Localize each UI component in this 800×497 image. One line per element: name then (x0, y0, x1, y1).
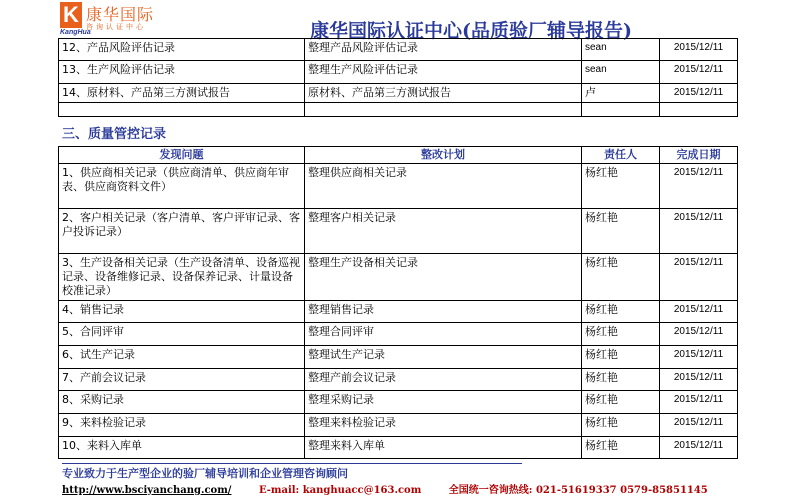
date-cell: 2015/12/11 (660, 164, 738, 209)
plan-cell: 整理产品风险评估记录 (305, 39, 582, 61)
issue-cell: 8、采购记录 (59, 391, 305, 414)
table-row (59, 254, 738, 301)
owner-cell: 杨红艳 (582, 346, 660, 369)
table-row (59, 391, 738, 414)
table-row (59, 164, 738, 209)
issue-cell: 6、试生产记录 (59, 346, 305, 369)
date-cell: 2015/12/11 (660, 61, 738, 84)
owner-cell: sean (582, 39, 660, 61)
header-plan: 整改计划 (305, 147, 582, 164)
plan-cell: 整理试生产记录 (305, 346, 582, 369)
issue-cell: 12、产品风险评估记录 (59, 39, 305, 61)
plan-cell: 整理来料检验记录 (305, 414, 582, 437)
logo-english-name: KangHua (60, 29, 91, 36)
date-cell: 2015/12/11 (660, 209, 738, 254)
date-cell: 2015/12/11 (660, 391, 738, 414)
date-cell: 2015/12/11 (660, 254, 738, 301)
table-row (59, 61, 738, 84)
date-cell: 2015/12/11 (660, 437, 738, 459)
header-issue: 发现问题 (59, 147, 305, 164)
owner-cell: 杨红艳 (582, 323, 660, 346)
owner-cell: 卢 (582, 84, 660, 103)
issue-cell: 10、来料入库单 (59, 437, 305, 459)
logo-k-mark: K (60, 2, 82, 28)
plan-cell: 整理生产设备相关记录 (305, 254, 582, 301)
issue-cell: 5、合同评审 (59, 323, 305, 346)
table-row (59, 301, 738, 323)
table-row (59, 39, 738, 61)
table-row (59, 323, 738, 346)
logo-subtitle: 咨询认证中心 (86, 23, 146, 31)
date-cell: 2015/12/11 (660, 346, 738, 369)
owner-cell: 杨红艳 (582, 301, 660, 323)
plan-cell: 整理供应商相关记录 (305, 164, 582, 209)
issue-cell: 7、产前会议记录 (59, 369, 305, 391)
footer-divider (62, 463, 522, 464)
footer-email: E-mail: kanghuacc@163.com (258, 485, 422, 496)
quality-records-table (58, 146, 738, 459)
plan-cell: 整理合同评审 (305, 323, 582, 346)
date-cell: 2015/12/11 (660, 84, 738, 103)
header-date: 完成日期 (660, 147, 738, 164)
header-owner: 责任人 (582, 147, 660, 164)
issue-cell: 2、客户相关记录（客户清单、客户评审记录、客户投诉记录） (59, 209, 305, 254)
table-row (59, 209, 738, 254)
table-row-empty (59, 103, 738, 117)
section-heading: 三、质量管控记录 (62, 127, 167, 142)
footer-url-link[interactable]: http://www.bsciyanchang.com/ (62, 485, 232, 496)
date-cell: 2015/12/11 (660, 301, 738, 323)
footer-slogan: 专业致力于生产型企业的验厂辅导培训和企业管理咨询顾问 (62, 467, 348, 480)
plan-cell: 整理来料入库单 (305, 437, 582, 459)
issue-cell: 1、供应商相关记录（供应商清单、供应商年审表、供应商资料文件） (59, 164, 305, 209)
date-cell: 2015/12/11 (660, 414, 738, 437)
issue-cell: 3、生产设备相关记录（生产设备清单、设备巡视记录、设备维修记录、设备保养记录、计量设备校准记录） (59, 254, 305, 301)
plan-cell: 整理生产风险评估记录 (305, 61, 582, 84)
owner-cell: 杨红艳 (582, 164, 660, 209)
owner-cell: 杨红艳 (582, 254, 660, 301)
owner-cell: 杨红艳 (582, 391, 660, 414)
issue-cell: 13、生产风险评估记录 (59, 61, 305, 84)
date-cell: 2015/12/11 (660, 323, 738, 346)
owner-cell: sean (582, 61, 660, 84)
page-header (0, 0, 800, 42)
top-records-table (58, 38, 738, 117)
company-logo (60, 2, 190, 36)
issue-cell: 14、原材料、产品第三方测试报告 (59, 84, 305, 103)
table-row (59, 369, 738, 391)
table-row (59, 437, 738, 459)
owner-cell: 杨红艳 (582, 414, 660, 437)
date-cell: 2015/12/11 (660, 369, 738, 391)
table-row (59, 84, 738, 103)
issue-cell: 9、来料检验记录 (59, 414, 305, 437)
plan-cell: 整理销售记录 (305, 301, 582, 323)
plan-cell: 整理采购记录 (305, 391, 582, 414)
plan-cell: 原材料、产品第三方测试报告 (305, 84, 582, 103)
owner-cell: 杨红艳 (582, 369, 660, 391)
plan-cell: 整理客户相关记录 (305, 209, 582, 254)
footer-hotline: 全国统一咨询热线: 021-51619337 0579-85851145 (448, 485, 708, 496)
owner-cell: 杨红艳 (582, 437, 660, 459)
table-header-row (59, 147, 738, 164)
date-cell: 2015/12/11 (660, 39, 738, 61)
document-title: 康华国际认证中心(品质验厂辅导报告) (310, 20, 632, 42)
issue-cell: 4、销售记录 (59, 301, 305, 323)
owner-cell: 杨红艳 (582, 209, 660, 254)
table-row (59, 414, 738, 437)
plan-cell: 整理产前会议记录 (305, 369, 582, 391)
table-row (59, 346, 738, 369)
logo-chinese-name: 康华国际 (86, 5, 155, 24)
footer-contact (62, 481, 732, 496)
